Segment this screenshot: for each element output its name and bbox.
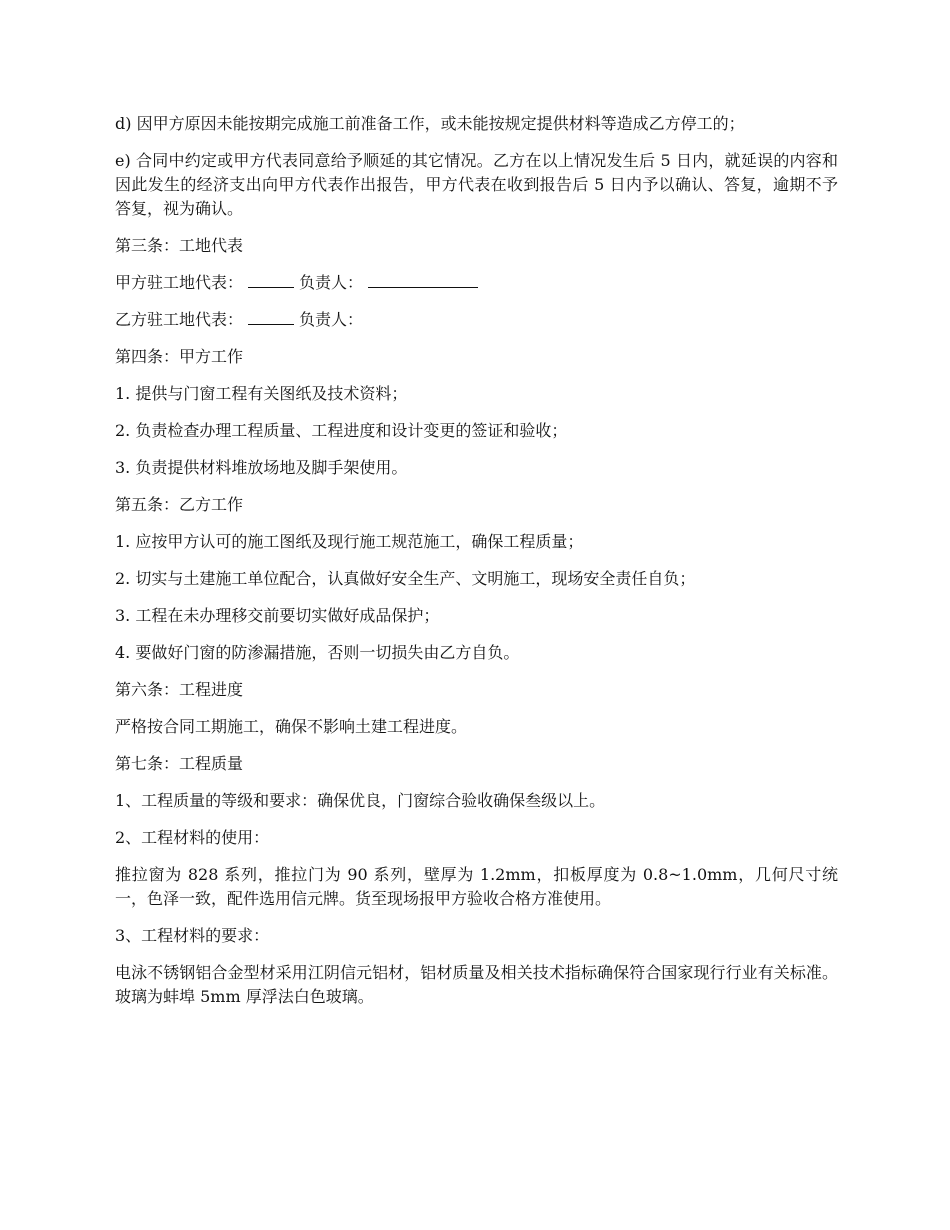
list-item: 3. 工程在未办理移交前要切实做好成品保护； bbox=[115, 606, 440, 625]
party-a-rep-blank bbox=[248, 271, 294, 288]
list-item: 4. 要做好门窗的防渗漏措施，否则一切损失由乙方自负。 bbox=[115, 643, 520, 662]
paragraph-progress: 严格按合同工期施工，确保不影响土建工程进度。 bbox=[115, 717, 468, 736]
party-b-rep-line bbox=[115, 308, 838, 332]
paragraph-materials-requirements: 电泳不锈钢铝合金型材采用江阴信元铝材，铝材质量及相关技术指标确保符合国家现行行业有关标准。玻璃为蚌埠 5mm 厚浮法白色玻璃。 bbox=[115, 963, 838, 1006]
list-item: 3、工程材料的要求： bbox=[115, 926, 270, 945]
party-b-rep-label: 乙方驻工地代表： bbox=[115, 310, 244, 329]
heading-article-5: 第五条：乙方工作 bbox=[115, 495, 244, 514]
heading-article-6: 第六条：工程进度 bbox=[115, 680, 244, 699]
party-a-person-label: 负责人： bbox=[299, 273, 364, 292]
party-a-rep-line bbox=[115, 271, 838, 295]
list-item: 2. 切实与土建施工单位配合，认真做好安全生产、文明施工，现场安全责任自负； bbox=[115, 569, 696, 588]
list-item: 1、工程质量的等级和要求：确保优良，门窗综合验收确保叁级以上。 bbox=[115, 791, 606, 810]
list-item: 2. 负责检查办理工程质量、工程进度和设计变更的签证和验收； bbox=[115, 421, 568, 440]
party-b-person-label: 负责人： bbox=[299, 310, 364, 329]
paragraph-clause-e: e) 合同中约定或甲方代表同意给予顺延的其它情况。乙方在以上情况发生后 5 日内，就延误的内容和因此发生的经济支出向甲方代表作出报告，甲方代表在收到报告后 5 日内予以确认、答复，逾期不予答复，视为确认。 bbox=[115, 151, 838, 218]
heading-article-4: 第四条：甲方工作 bbox=[115, 347, 244, 366]
heading-article-3: 第三条：工地代表 bbox=[115, 236, 244, 255]
list-item: 3. 负责提供材料堆放场地及脚手架使用。 bbox=[115, 458, 408, 477]
party-a-person-blank bbox=[368, 271, 478, 288]
list-item: 2、工程材料的使用： bbox=[115, 828, 270, 847]
heading-article-7: 第七条：工程质量 bbox=[115, 754, 244, 773]
party-a-rep-label: 甲方驻工地代表： bbox=[115, 273, 244, 292]
list-item: 1. 提供与门窗工程有关图纸及技术资料； bbox=[115, 384, 408, 403]
paragraph-materials-usage: 推拉窗为 828 系列，推拉门为 90 系列，壁厚为 1.2mm，扣板厚度为 0.8~1.0mm，几何尺寸统一，色泽一致，配件选用信元牌。货至现场报甲方验收合格方准使用。 bbox=[115, 865, 838, 908]
document-page bbox=[115, 112, 838, 1022]
paragraph-clause-d: d) 因甲方原因未能按期完成施工前准备工作，或未能按规定提供材料等造成乙方停工的； bbox=[115, 114, 745, 133]
party-b-rep-blank bbox=[248, 308, 294, 325]
list-item: 1. 应按甲方认可的施工图纸及现行施工规范施工，确保工程质量； bbox=[115, 532, 584, 551]
